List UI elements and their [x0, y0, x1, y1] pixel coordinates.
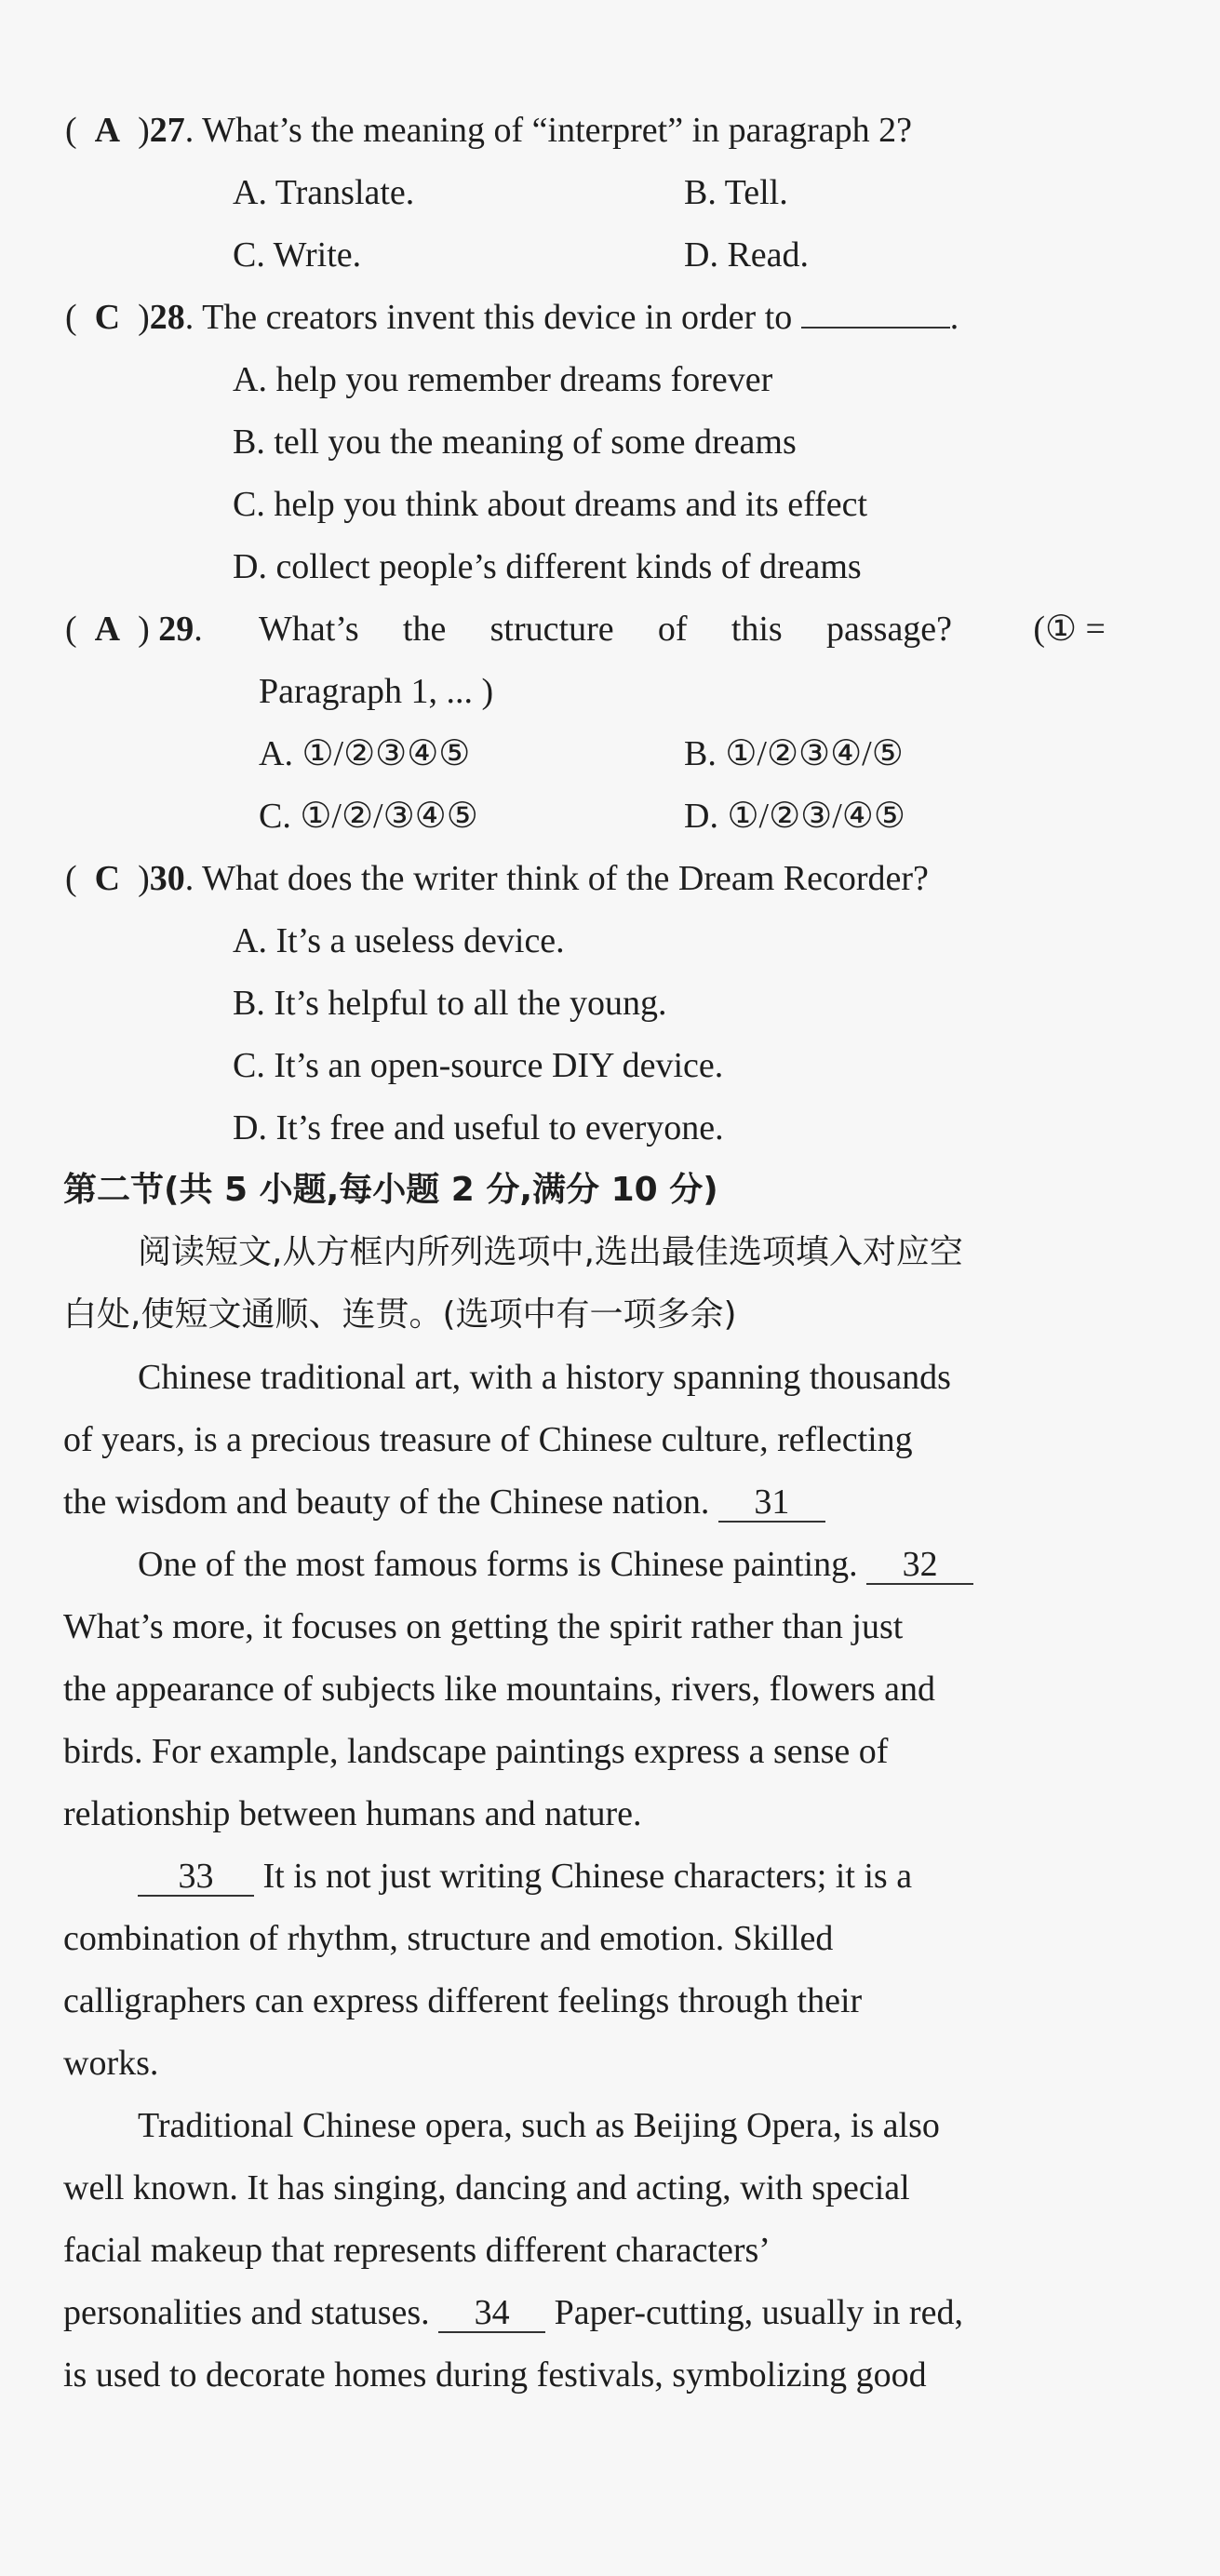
- answer-30: C: [94, 859, 121, 898]
- question-29-prefix: ( A ) 29.: [65, 610, 203, 649]
- question-number-29: 29: [158, 610, 194, 649]
- passage-p3-line3: calligraphers can express different feelings through their: [63, 1981, 863, 2020]
- text: One of the most famous forms is Chinese painting.: [138, 1545, 858, 1584]
- question-29-text-line2: Paragraph 1, ... ): [259, 672, 494, 711]
- blank-32[interactable]: 32: [866, 1546, 973, 1585]
- question-28-text: The creators invent this device in order to: [202, 298, 793, 337]
- passage-p1-line2: of years, is a precious treasure of Chinese culture, reflecting: [63, 1420, 913, 1459]
- option-27-c: C. Write.: [233, 235, 362, 275]
- option-30-d: D. It’s free and useful to everyone.: [233, 1108, 724, 1147]
- blank-31[interactable]: 31: [718, 1483, 825, 1523]
- question-30-stem: ( C )30. What does the writer think of the Dream Recorder?: [65, 859, 929, 898]
- option-28-b: B. tell you the meaning of some dreams: [233, 423, 797, 462]
- q29-word: What’s: [259, 610, 359, 649]
- option-30-c: C. It’s an open-source DIY device.: [233, 1046, 724, 1085]
- option-30-a: A. It’s a useless device.: [233, 921, 565, 960]
- question-28-stem: ( C )28. The creators invent this device in order to .: [65, 298, 959, 337]
- option-27-d: D. Read.: [684, 235, 810, 275]
- question-number-30: 30: [149, 859, 185, 898]
- option-28-c: C. help you think about dreams and its effect: [233, 485, 868, 524]
- passage-p4-line3: facial makeup that represents different characters’: [63, 2231, 771, 2270]
- passage-p2-line3: the appearance of subjects like mountains, rivers, flowers and: [63, 1670, 936, 1709]
- option-27-b: B. Tell.: [684, 173, 788, 212]
- option-28-a: A. help you remember dreams forever: [233, 360, 773, 399]
- passage-p2-line5: relationship between humans and nature.: [63, 1794, 642, 1833]
- option-29-b: B. ①/②③④/⑤: [684, 734, 904, 773]
- question-29-text: [259, 607, 1106, 651]
- q29-word: this: [731, 610, 783, 649]
- q29-word: the: [402, 610, 447, 649]
- text: the wisdom and beauty of the Chinese nation.: [63, 1483, 710, 1522]
- blank-34[interactable]: 34: [438, 2294, 545, 2333]
- passage-p1-line1: [138, 1355, 1106, 1400]
- option-27-a: A. Translate.: [233, 173, 415, 212]
- section-instruction-line1: 阅读短文,从方框内所列选项中,选出最佳选项填入对应空: [138, 1233, 963, 1271]
- passage-p3-line1: [138, 1854, 912, 1898]
- text: personalities and statuses.: [63, 2293, 430, 2332]
- passage-p2-line2: What’s more, it focuses on getting the spirit rather than just: [63, 1607, 904, 1646]
- question-27-stem: ( A )27. What’s the meaning of “interpret” in paragraph 2?: [65, 111, 912, 150]
- text: It is not just writing Chinese characters; it is a: [262, 1857, 913, 1896]
- passage-p3-line2: combination of rhythm, structure and emotion. Skilled: [63, 1919, 834, 1958]
- passage-p4-line1: Traditional Chinese opera, such as Beijing Opera, is also: [138, 2106, 940, 2145]
- section-instruction-line2: 白处,使短文通顺、连贯。(选项中有一项多余): [63, 1295, 737, 1334]
- passage-p2-line4: birds. For example, landscape paintings express a sense of: [63, 1732, 889, 1771]
- answer-29: A: [94, 610, 121, 649]
- text: Paper-cutting, usually in red,: [554, 2293, 963, 2332]
- question-number-27: 27: [149, 111, 185, 150]
- option-28-d: D. collect people’s different kinds of dreams: [233, 547, 862, 586]
- answer-27: A: [94, 111, 121, 150]
- option-29-c: C. ①/②/③④⑤: [259, 797, 478, 836]
- q29-word: (① =: [1033, 610, 1106, 649]
- blank-33[interactable]: 33: [138, 1858, 254, 1897]
- passage-p2-line1: [138, 1542, 973, 1587]
- passage-p1-line3: [63, 1480, 825, 1524]
- q29-word: structure: [489, 610, 614, 649]
- passage-p4-line2: well known. It has singing, dancing and acting, with special: [63, 2168, 910, 2207]
- question-number-28: 28: [149, 298, 185, 337]
- section-heading: 第二节(共 5 小题,每小题 2 分,满分 10 分): [63, 1171, 718, 1209]
- passage-p4-line4: [63, 2290, 963, 2335]
- question-30-text: What does the writer think of the Dream Recorder?: [202, 859, 929, 898]
- text: Chinese traditional art, with a history spanning thousands: [138, 1358, 951, 1397]
- q29-word: of: [657, 610, 688, 649]
- option-29-a: A. ①/②③④⑤: [259, 734, 471, 773]
- passage-p4-line5: is used to decorate homes during festivals, symbolizing good: [63, 2355, 927, 2395]
- option-30-b: B. It’s helpful to all the young.: [233, 984, 667, 1023]
- answer-blank-28: [801, 327, 950, 329]
- question-27-text: What’s the meaning of “interpret” in paragraph 2?: [202, 111, 912, 150]
- option-29-d: D. ①/②③/④⑤: [684, 797, 905, 836]
- passage-p3-line4: works.: [63, 2044, 159, 2083]
- q29-word: passage?: [826, 610, 953, 649]
- answer-28: C: [94, 298, 121, 337]
